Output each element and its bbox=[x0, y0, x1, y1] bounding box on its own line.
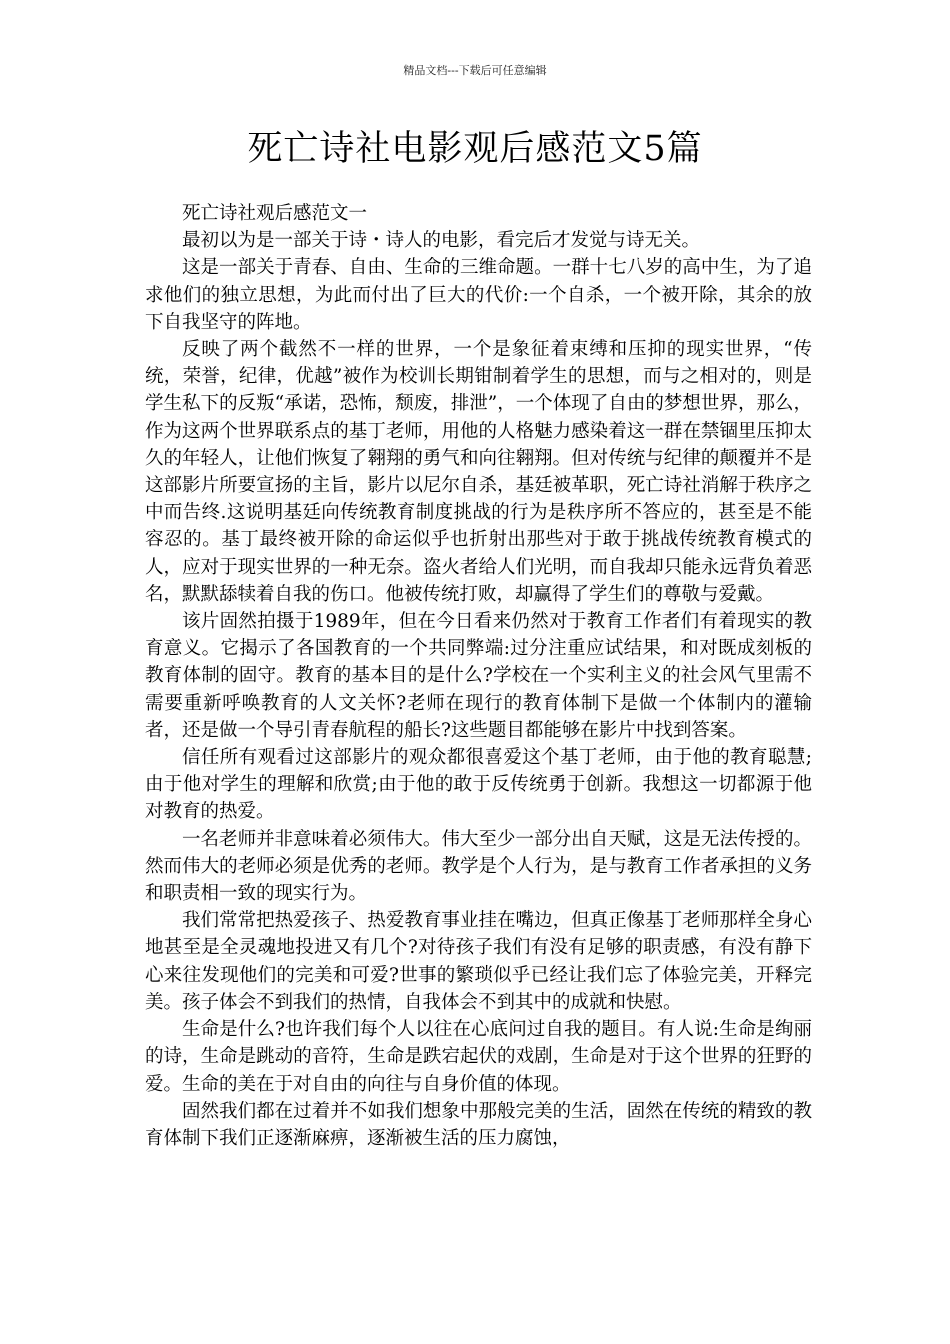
body-paragraph: 我们常常把热爱孩子、热爱教育事业挂在嘴边，但真正像基丁老师那样全身心地甚至是全灵魂地投进又有几个?对待孩子我们有没有足够的职责感，有没有静下心来往发现他们的完美和可爱?世事的繁琐似乎已经让我们忘了体验完美，开释完美。孩子体会不到我们的热情，自我体会不到其中的成就和快慰。 bbox=[145, 910, 812, 1013]
body-paragraph: 这是一部关于青春、自由、生命的三维命题。一群十七八岁的高中生，为了追求他们的独立思想，为此而付出了巨大的代价:一个自杀，一个被开除，其余的放下自我坚守的阵地。 bbox=[145, 257, 812, 333]
document-body bbox=[145, 200, 812, 1152]
body-paragraph: 生命是什么?也许我们每个人以往在心底问过自我的题目。有人说:生命是绚丽的诗，生命是跳动的音符，生命是跌宕起伏的戏剧，生命是对于这个世界的狂野的爱。生命的美在于对自由的向往与自身价值的体现。 bbox=[145, 1019, 812, 1095]
body-paragraph: 固然我们都在过着并不如我们想象中那般完美的生活，固然在传统的精致的教育体制下我们正逐渐麻痹，逐渐被生活的压力腐蚀， bbox=[145, 1100, 812, 1149]
document-title: 死亡诗社电影观后感范文5篇 bbox=[247, 129, 703, 169]
body-paragraph: 该片固然拍摄于1989年，但在今日看来仍然对于教育工作者们有着现实的教育意义。它揭示了各国教育的一个共同弊端:过分注重应试结果，和对既成刻板的教育体制的固守。教育的基本目的是什么?学校在一个实利主义的社会风气里需不需要重新呼唤教育的人文关怀?老师在现行的教育体制下是做一个体制内的灌输者，还是做一个导引青春航程的船长?这些题目都能够在影片中找到答案。 bbox=[145, 611, 812, 741]
body-paragraph: 反映了两个截然不一样的世界，一个是象征着束缚和压抑的现实世界，“传统，荣誉，纪律，优越”被作为校训长期钳制着学生的思想，而与之相对的，则是学生私下的反叛“承诺，恐怖，颓废，排泄”，一个体现了自由的梦想世界，那么，作为这两个世界联系点的基丁老师，用他的人格魅力感染着这一群在禁锢里压抑太久的年轻人，让他们恢复了翱翔的勇气和向往翱翔。但对传统与纪律的颠覆并不是这部影片所要宣扬的主旨，影片以尼尔自杀，基廷被革职，死亡诗社消解于秩序之中而告终.这说明基廷向传统教育制度挑战的行为是秩序所不答应的，甚至是不能容忍的。基丁最终被开除的命运似乎也折射出那些对于敢于挑战传统教育模式的人，应对于现实世界的一种无奈。盗火者给人们光明，而自我却只能永远背负着恶名，默默舔犊着自我的伤口。他被传统打败，却赢得了学生们的尊敬与爱戴。 bbox=[145, 339, 812, 605]
body-paragraph: 最初以为是一部关于诗・诗人的电影，看完后才发觉与诗无关。 bbox=[182, 230, 701, 252]
section-heading: 死亡诗社观后感范文一 bbox=[182, 203, 368, 224]
body-paragraph: 一名老师并非意味着必须伟大。伟大至少一部分出自天赋，这是无法传授的。然而伟大的老师必须是优秀的老师。教学是个人行为，是与教育工作者承担的义务和职责相一致的现实行为。 bbox=[145, 828, 812, 905]
header-note: 精品文档---下载后可任意编辑 bbox=[403, 64, 547, 77]
body-paragraph: 信任所有观看过这部影片的观众都很喜爱这个基丁老师，由于他的教育聪慧;由于他对学生的理解和欣赏;由于他的敢于反传统勇于创新。我想这一切都源于他对教育的热爱。 bbox=[145, 747, 812, 823]
